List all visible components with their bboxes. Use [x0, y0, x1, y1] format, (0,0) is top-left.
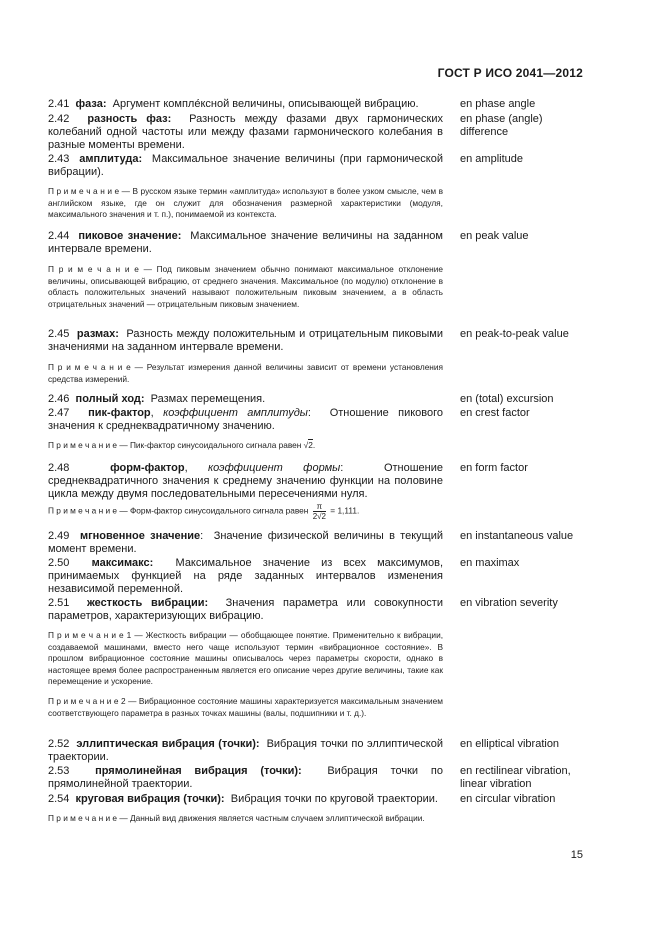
term-2-41: 2.41 фаза: Аргумент компле́ксной величины, описывающей вибрацию.	[48, 98, 419, 110]
page-number: 15	[570, 849, 583, 861]
document-header: ГОСТ Р ИСО 2041—2012	[437, 66, 583, 80]
en-2-45: en peak-to-peak value	[460, 328, 569, 340]
pi-fraction: $\frac{\pi}{2√2}$	[312, 502, 326, 521]
term-2-42: 2.42 разность фаз: Разность между фазами двух гармонических колебаний одной частоты или между фазами гармонического колебания в разные моменты времени.	[48, 113, 443, 152]
term-2-54: 2.54 круговая вибрация (точки): Вибрация точки по круговой траектории.	[48, 793, 438, 805]
note-2-54: П р и м е ч а н и е — Данный вид движения является частным случаем эллиптической вибрации.	[48, 813, 425, 823]
term-2-51: 2.51 жесткость вибрации: Значения параметра или совокупности параметров, характеризующих вибрацию.	[48, 597, 443, 623]
en-2-53: en rectilinear vibration, linear vibration	[460, 765, 571, 790]
en-2-44: en peak value	[460, 230, 529, 242]
en-2-42: en phase (angle) difference	[460, 113, 543, 138]
note-2-51-2: П р и м е ч а н и е 2 — Вибрационное состояние машины характеризуется максимальным значением соответствующего параметра в разных точках машины (валы, подшипники и т. д.).	[48, 696, 443, 718]
term-2-52: 2.52 эллиптическая вибрация (точки): Вибрация точки по эллиптической траектории.	[48, 738, 443, 764]
term-2-47: 2.47 пик-фактор, коэффициент амплитуды: Отношение пикового значения к среднеквадратичному значению.	[48, 407, 443, 433]
en-2-41: en phase angle	[460, 98, 536, 110]
term-2-53: 2.53 прямолинейная вибрация (точки): Вибрация точки по прямолинейной траектории.	[48, 765, 443, 791]
en-2-52: en elliptical vibration	[460, 738, 560, 750]
term-2-46: 2.46 полный ход: Размах перемещения.	[48, 393, 266, 405]
en-2-49: en instantaneous value	[460, 530, 574, 542]
note-2-43: П р и м е ч а н и е — В русском языке термин «амплитуда» используют в более узком смысле, чем в английском языке, где он служит для обозначения размерной характеристики (модуля, максимального значения и т. п.), понимаемой из контекста.	[48, 186, 443, 220]
note-2-44: П р и м е ч а н и е — Под пиковым значением обычно понимают максимальное отклонение величины, описывающей вибрацию, от среднего значения. Максимальное (по модулю) отклонение в область положительных значений называют положительным пиковым значением, а в область отрицательных значений — отрицательным пиковым значением.	[48, 264, 444, 309]
note-2-45: П р и м е ч а н и е — Результат измерения данной величины зависит от времени установления средства измерений.	[48, 362, 444, 384]
en-2-50: en maximax	[460, 557, 520, 569]
term-2-44: 2.44 пиковое значение: Максимальное значение величины на заданном интервале времени.	[48, 230, 443, 256]
en-2-43: en amplitude	[460, 153, 523, 165]
en-2-47: en crest factor	[460, 407, 530, 419]
term-2-50: 2.50 максимакс: Максимальное значение из всех максимумов, принимаемых функцией на ряде заданных интервалов изменения независимой переменной.	[48, 557, 443, 596]
term-2-49: 2.49 мгновенное значение: Значение физической величины в текущий момент времени.	[48, 530, 443, 556]
term-2-45: 2.45 размах: Разность между положительным и отрицательным пиковыми значениями на заданном интервале времени.	[48, 328, 443, 354]
note-2-51-1: П р и м е ч а н и е 1 — Жесткость вибрации — обобщающее понятие. Применительно к вибрации, создаваемой машинами, вместо него чаще используют термин «вибрационное состояние». В прошлом вибрационное состояние машины описывалось через параметры скорости, однако в настоящее время более распространенным является его описание через другие величины, такие как перемещение и ускорение.	[48, 630, 444, 687]
term-2-48: 2.48 форм-фактор, коэффициент формы: Отношение среднеквадратичного значения к среднему значению функции на половине цикла между двумя последовательными пересечениями нуля.	[48, 462, 444, 501]
term-2-43: 2.43 амплитуда: Максимальное значение величины (при гармонической вибрации).	[48, 153, 443, 179]
note-2-48: П р и м е ч а н и е — Форм-фактор синусоидального сигнала равен $\frac{\pi}{2√2}$ = 1,111.	[48, 502, 360, 521]
note-2-47: П р и м е ч а н и е — Пик-фактор синусоидального сигнала равен √2.	[48, 440, 316, 450]
en-2-48: en form factor	[460, 462, 528, 474]
en-2-54: en circular vibration	[460, 793, 556, 805]
en-2-51: en vibration severity	[460, 597, 558, 609]
en-2-46: en (total) excursion	[460, 393, 554, 405]
